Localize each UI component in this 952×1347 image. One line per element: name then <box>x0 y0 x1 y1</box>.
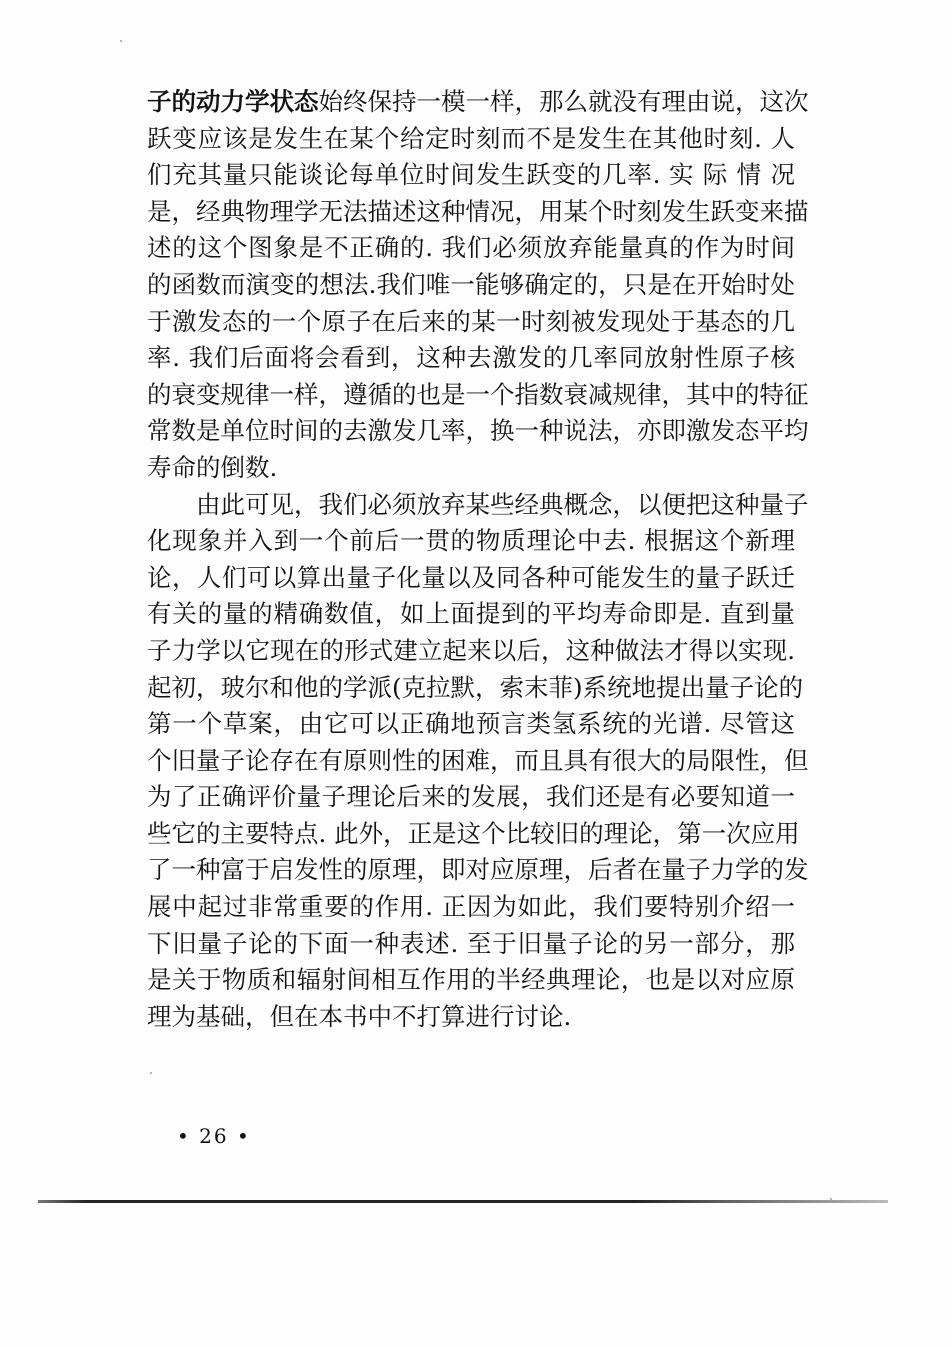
text-line: 子力学以它现在的形式建立起来以后，这种做法才得以实现. <box>147 635 795 665</box>
body-text <box>147 84 809 1035</box>
text-line: 个旧量子论存在有原则性的困难，而且具有很大的局限性，但 <box>147 745 809 775</box>
bottom-rule <box>38 1200 888 1203</box>
text-line: 些它的主要特点. 此外，正是这个比较旧的理论，第一次应用 <box>147 818 800 848</box>
text-line: 于激发态的一个原子在后来的某一时刻被发现处于基态的几 <box>147 306 795 336</box>
text-line <box>147 84 809 121</box>
text-line: 跃变应该是发生在某个给定时刻而不是发生在其他时刻. 人 <box>147 123 795 153</box>
text-line: 的衰变规律一样，遵循的也是一个指数衰减规律，其中的特征 <box>147 379 809 409</box>
text-line: 化现象并入到一个前后一贯的物质理论中去. 根据这个新理 <box>147 526 795 556</box>
text-line: 了一种富于启发性的原理，即对应原理，后者在量子力学的发 <box>147 855 809 885</box>
text-line: 展中起过非常重要的作用. 正因为如此，我们要特别介绍一 <box>147 892 795 922</box>
text-line: 率. 我们后面将会看到，这种去激发的几率同放射性原子核 <box>147 343 795 373</box>
text-line: 理为基础，但在本书中不打算进行讨论. <box>147 1001 572 1031</box>
text-line: 的函数而演变的想法.我们唯一能够确定的，只是在开始时处 <box>147 269 795 299</box>
bold-phrase: 子的动力学状态 <box>147 87 319 116</box>
text-line: 下旧量子论的下面一种表述. 至于旧量子论的另一部分，那 <box>147 928 795 958</box>
text-line: 为了正确评价量子理论后来的发展，我们还是有必要知道一 <box>147 782 795 812</box>
text-line: 有关的量的精确数值，如上面提到的平均寿命即是. 直到量 <box>147 599 795 629</box>
text-line: 常数是单位时间的去激发几率，换一种说法，亦即激发态平均 <box>147 416 809 446</box>
text-line: 由此可见，我们必须放弃某些经典概念，以便把这种量子 <box>196 489 809 519</box>
scan-speck <box>150 1072 152 1074</box>
text-line: 论，人们可以算出量子化量以及同各种可能发生的量子跃迁 <box>147 562 795 592</box>
text-run: 始终保持一模一样，那么就没有理由说，这次 <box>318 87 809 116</box>
scan-speck <box>830 1198 832 1200</box>
text-line: 们充其量只能谈论每单位时间发生跃变的几率. 实 际 情 况 <box>147 160 795 190</box>
paragraph-2 <box>147 487 809 1036</box>
text-line: 是关于物质和辐射间相互作用的半经典理论，也是以对应原 <box>147 965 795 995</box>
paragraph-1 <box>147 84 809 487</box>
text-line: 是，经典物理学无法描述这种情况，用某个时刻发生跃变来描 <box>147 196 809 226</box>
text-line: 寿命的倒数. <box>147 452 278 482</box>
text-line: 第一个草案，由它可以正确地预言类氢系统的光谱. 尽管这 <box>147 709 795 739</box>
text-line: 述的这个图象是不正确的. 我们必须放弃能量真的作为时间 <box>147 233 795 263</box>
scan-speck <box>120 40 122 42</box>
page-number: • 26 • <box>177 1124 251 1148</box>
text-line: 起初，玻尔和他的学派(克拉默，索末菲)系统地提出量子论的 <box>147 672 804 702</box>
